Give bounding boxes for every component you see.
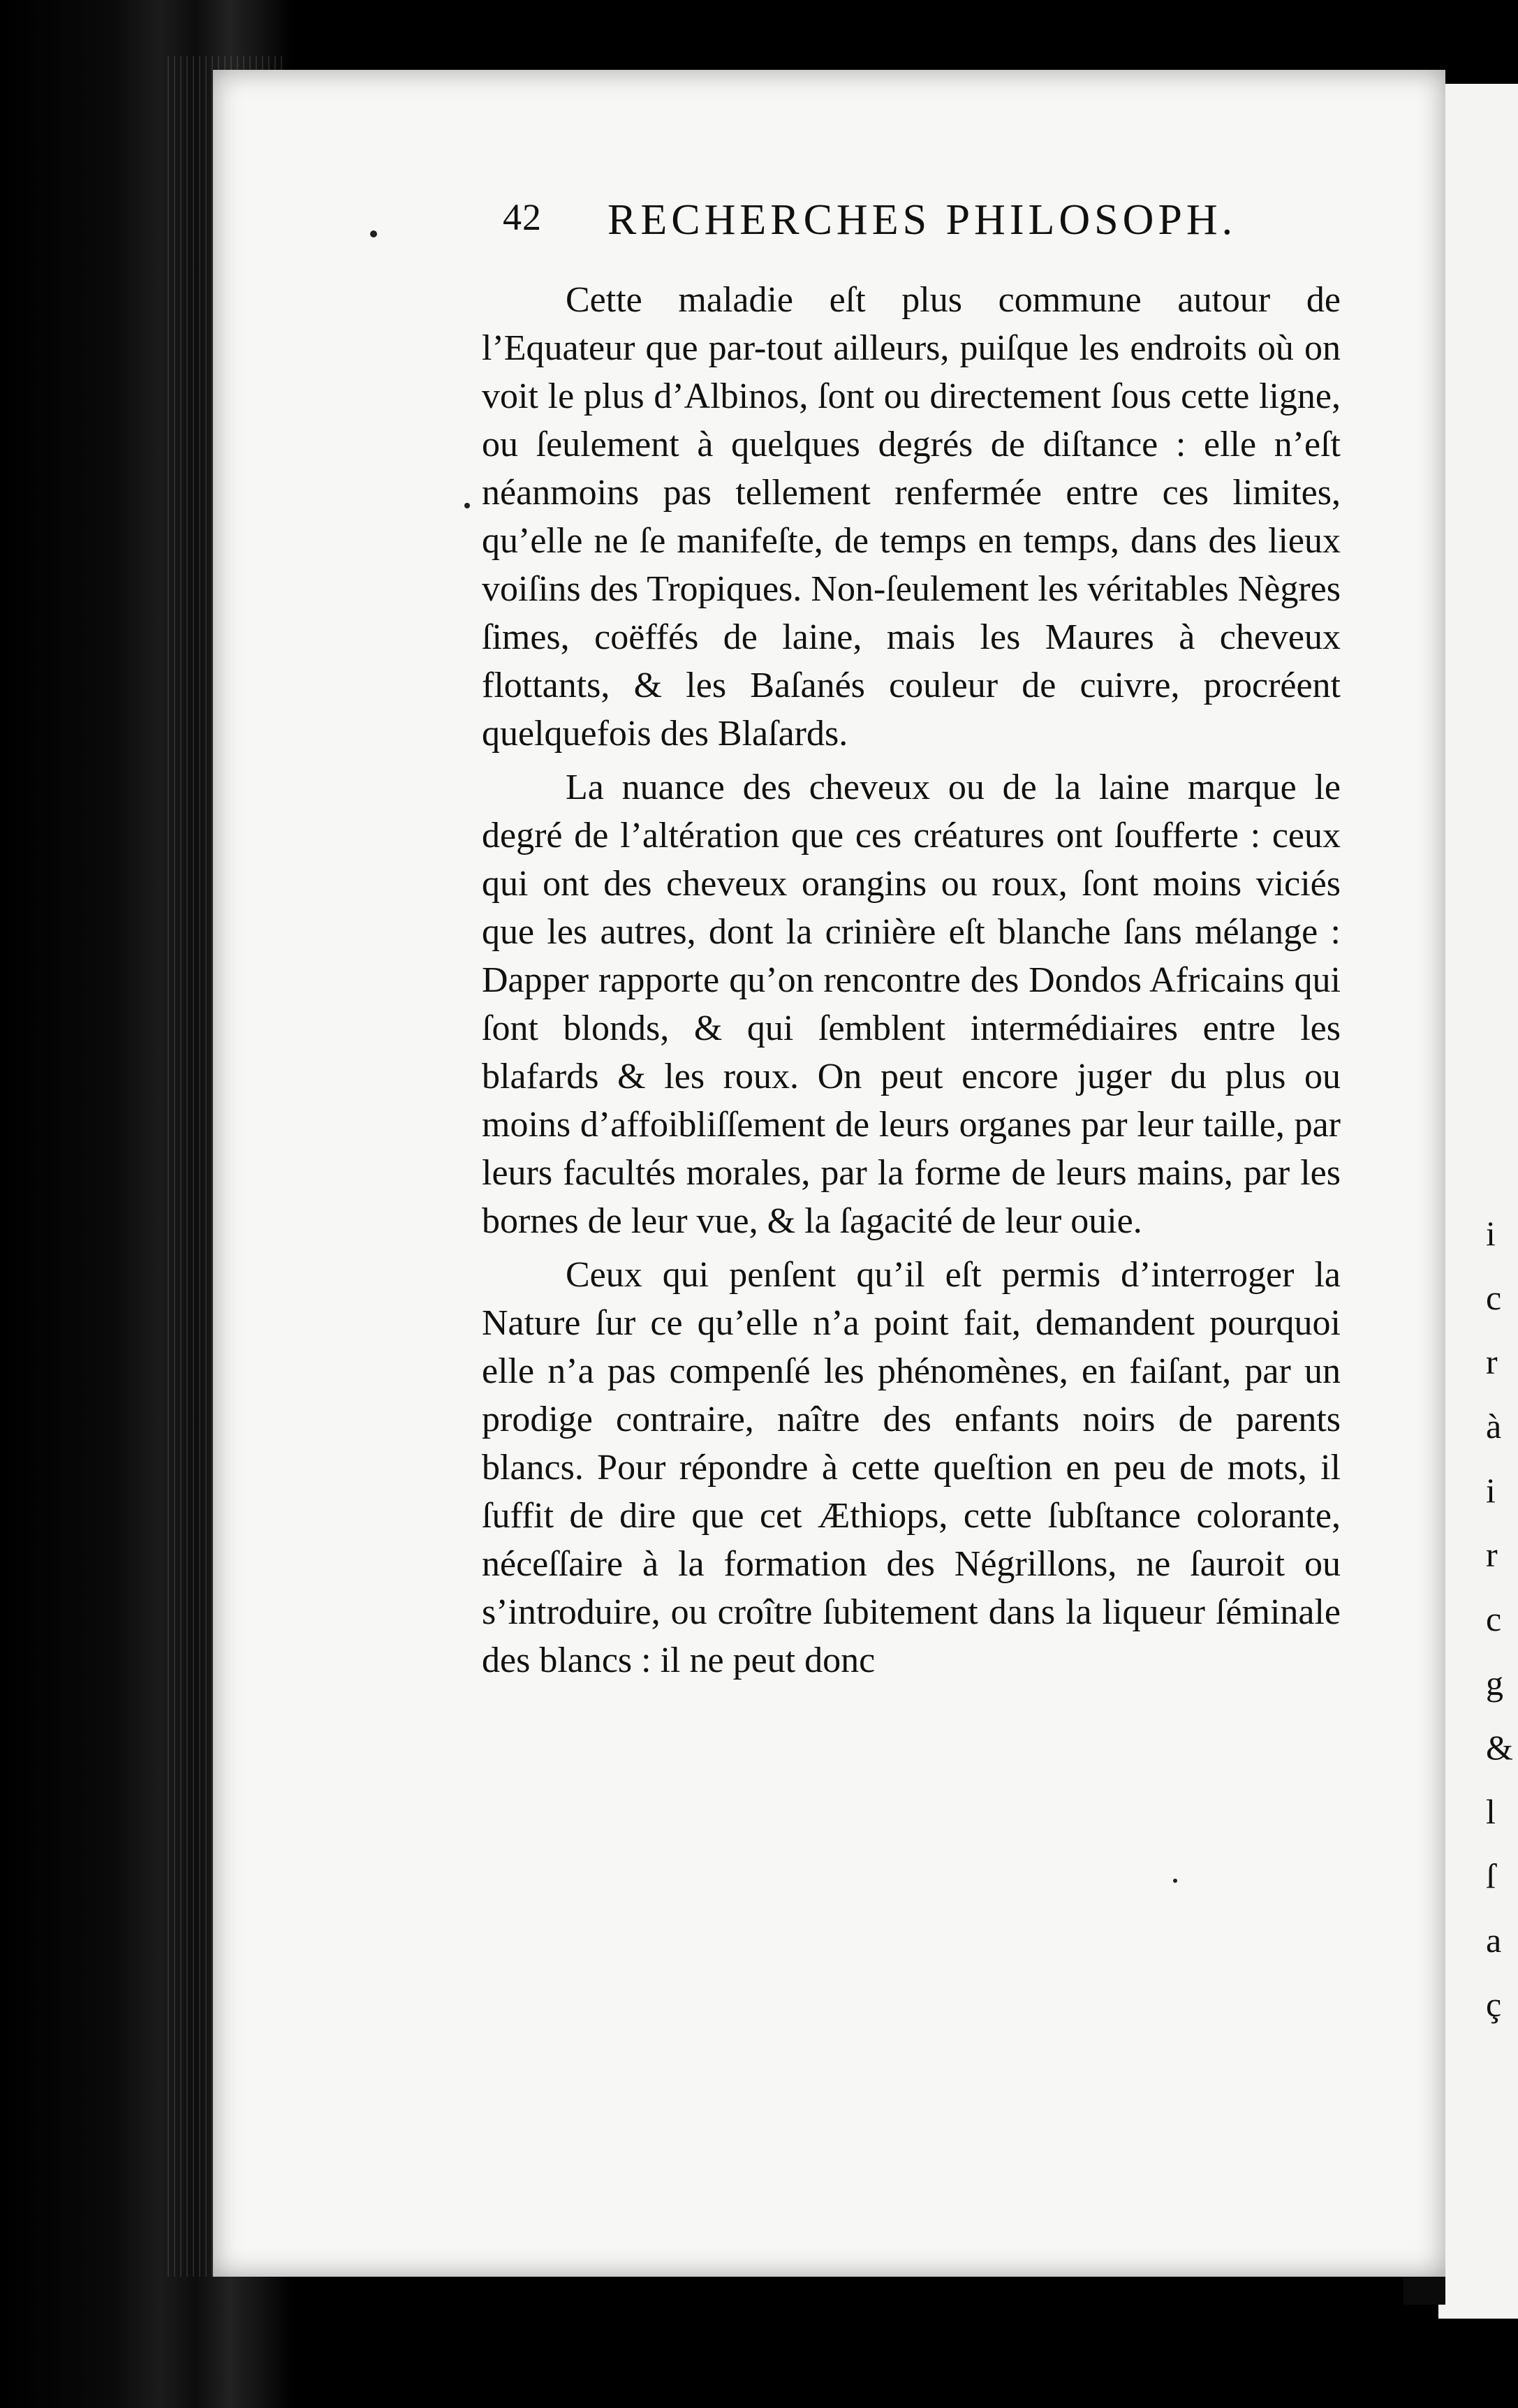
- paragraph-3: Ceux qui penſent qu’il eſt permis d’interroger la Nature ſur ce qu’elle n’a point fait, demandent pourquoi elle n’a pas compenſé les phénomènes, en faiſant, par un prodige contraire, naître des enfants noirs de parents blancs. Pour répondre à cette queſtion en peu de mots, il ſuffit de dire que cet Æthiops, cette ſubſtance colorante, néceſſaire à la formation des Négrillons, ne ſauroit ou s’introduire, ou croître ſubitement dans la liqueur ſéminale des blancs : il ne peut donc: [482, 1255, 1341, 1680]
- ink-speck: [464, 503, 470, 508]
- body-text: [482, 276, 1341, 1684]
- paragraph-1: Cette maladie eſt plus commune autour de l’Equateur que par-tout ailleurs, puiſque les endroits où on voit le plus d’Albinos, ſont ou directement ſous cette ligne, ou ſeulement à quelques degrés de diſtance : elle n’eſt néanmoins pas tellement renfermée entre ces limites, qu’elle ne ſe manifeſte, de temps en temps, dans des lieux voiſins des Tropiques. Non-ſeulement les véritables Nègres ſimes, coëffés de laine, mais les Maures à cheveux flottants, & les Baſanés couleur de cuivre, procréent quelquefois des Blaſards.: [482, 280, 1341, 754]
- paragraph-2: La nuance des cheveux ou de la laine marque le degré de l’altération que ces créatures ont ſoufferte : ceux qui ont des cheveux orangins ou roux, ſont moins viciés que les autres, dont la crinière eſt blanche ſans mélange : Dapper rapporte qu’on rencontre des Dondos Africains qui ſont blonds, & qui ſemblent intermédiaires entre les blafards & les roux. On peut encore juger du plus ou moins d’affoibliſſement de leurs organes par leur taille, par leurs facultés morales, par la forme de leurs mains, par les bornes de leur vue, & la ſagacité de leur ouie.: [482, 768, 1341, 1241]
- facing-page-text-fragment: i c r à i r c g & l ſ a ç: [1486, 1214, 1513, 2024]
- page-number: 42: [503, 196, 542, 238]
- ink-speck: [370, 230, 377, 237]
- ink-speck: [1173, 1879, 1177, 1883]
- page-header: [503, 196, 1410, 251]
- running-title: RECHERCHES PHILOSOPH.: [607, 196, 1237, 244]
